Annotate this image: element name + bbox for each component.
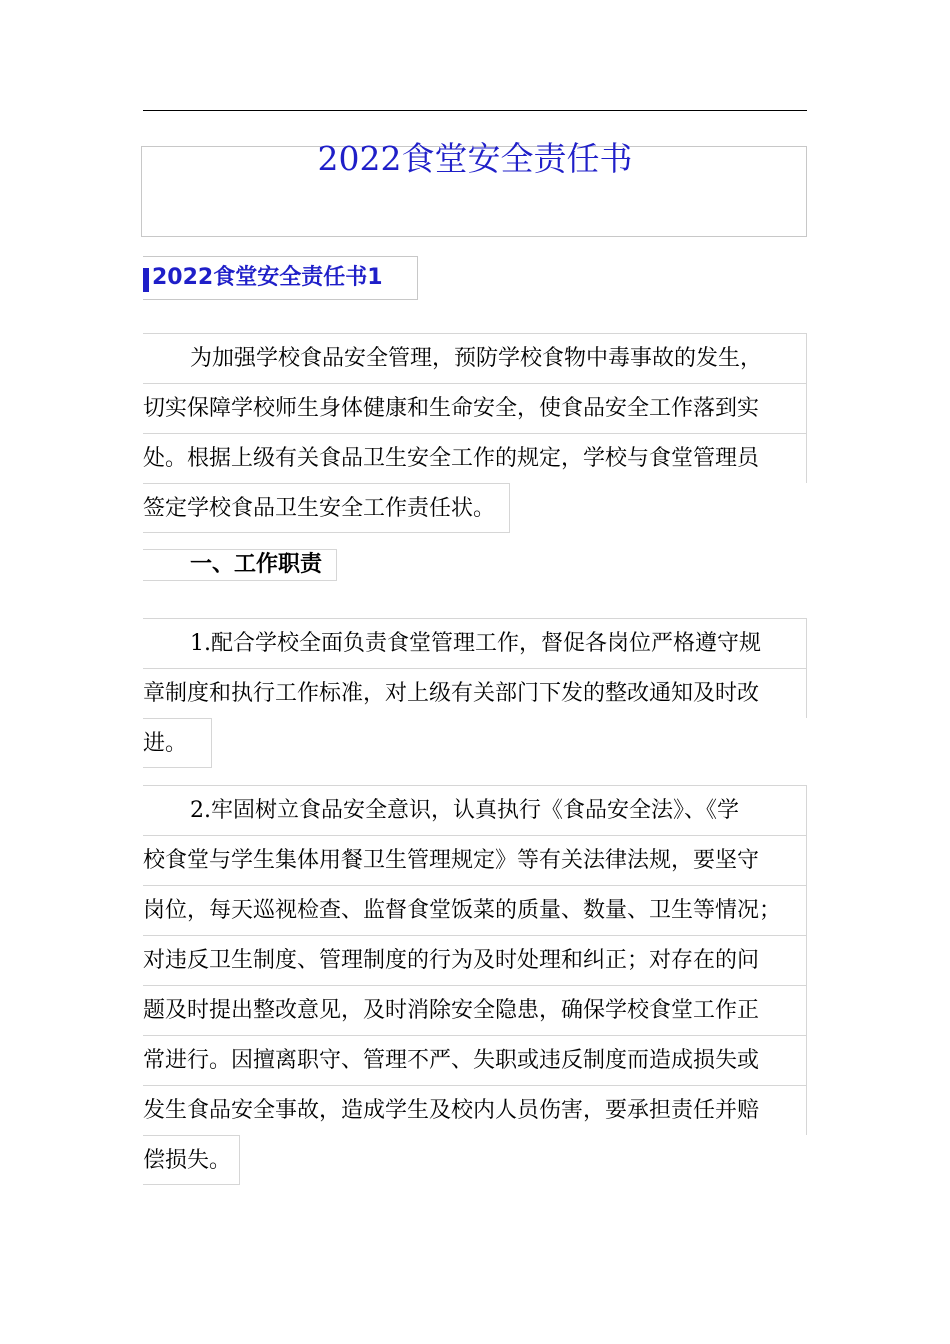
paragraph-line: 题及时提出整改意见，及时消除安全隐患，确保学校食堂工作正 [143, 985, 807, 1035]
paragraph-line: 发生食品安全事故，造成学生及校内人员伤害，要承担责任并赔 [143, 1085, 807, 1135]
paragraph-line: 对违反卫生制度、管理制度的行为及时处理和纠正；对存在的问 [143, 935, 807, 985]
paragraph-line: 偿损失。 [143, 1135, 240, 1185]
section-heading: 一、工作职责 [143, 549, 337, 581]
paragraph-line: 进。 [143, 718, 212, 768]
paragraph-line: 处。根据上级有关食品卫生安全工作的规定，学校与食堂管理员 [143, 433, 807, 483]
document-subtitle: 2022食堂安全责任书1 [152, 265, 383, 290]
text-cursor-icon [143, 268, 149, 292]
paragraph-line: 常进行。因擅离职守、管理不严、失职或违反制度而造成损失或 [143, 1035, 807, 1085]
paragraph-line: 1.配合学校全面负责食堂管理工作，督促各岗位严格遵守规 [143, 618, 807, 668]
item-2-paragraph [143, 785, 807, 1185]
paragraph-line: 签定学校食品卫生安全工作责任状。 [143, 483, 510, 533]
paragraph-line: 岗位，每天巡视检查、监督食堂饭菜的质量、数量、卫生等情况； [143, 885, 807, 935]
paragraph-line: 切实保障学校师生身体健康和生命安全，使食品安全工作落到实 [143, 383, 807, 433]
item-1-paragraph [143, 618, 807, 768]
header-rule [143, 110, 807, 111]
intro-paragraph [143, 333, 807, 533]
paragraph-line: 为加强学校食品安全管理，预防学校食物中毒事故的发生， [143, 333, 807, 383]
paragraph-line: 章制度和执行工作标准，对上级有关部门下发的整改通知及时改 [143, 668, 807, 718]
paragraph-line: 校食堂与学生集体用餐卫生管理规定》等有关法律法规，要坚守 [143, 835, 807, 885]
paragraph-line: 2.牢固树立食品安全意识，认真执行《食品安全法》、《学 [143, 785, 807, 835]
document-title: 2022食堂安全责任书 [317, 139, 633, 178]
